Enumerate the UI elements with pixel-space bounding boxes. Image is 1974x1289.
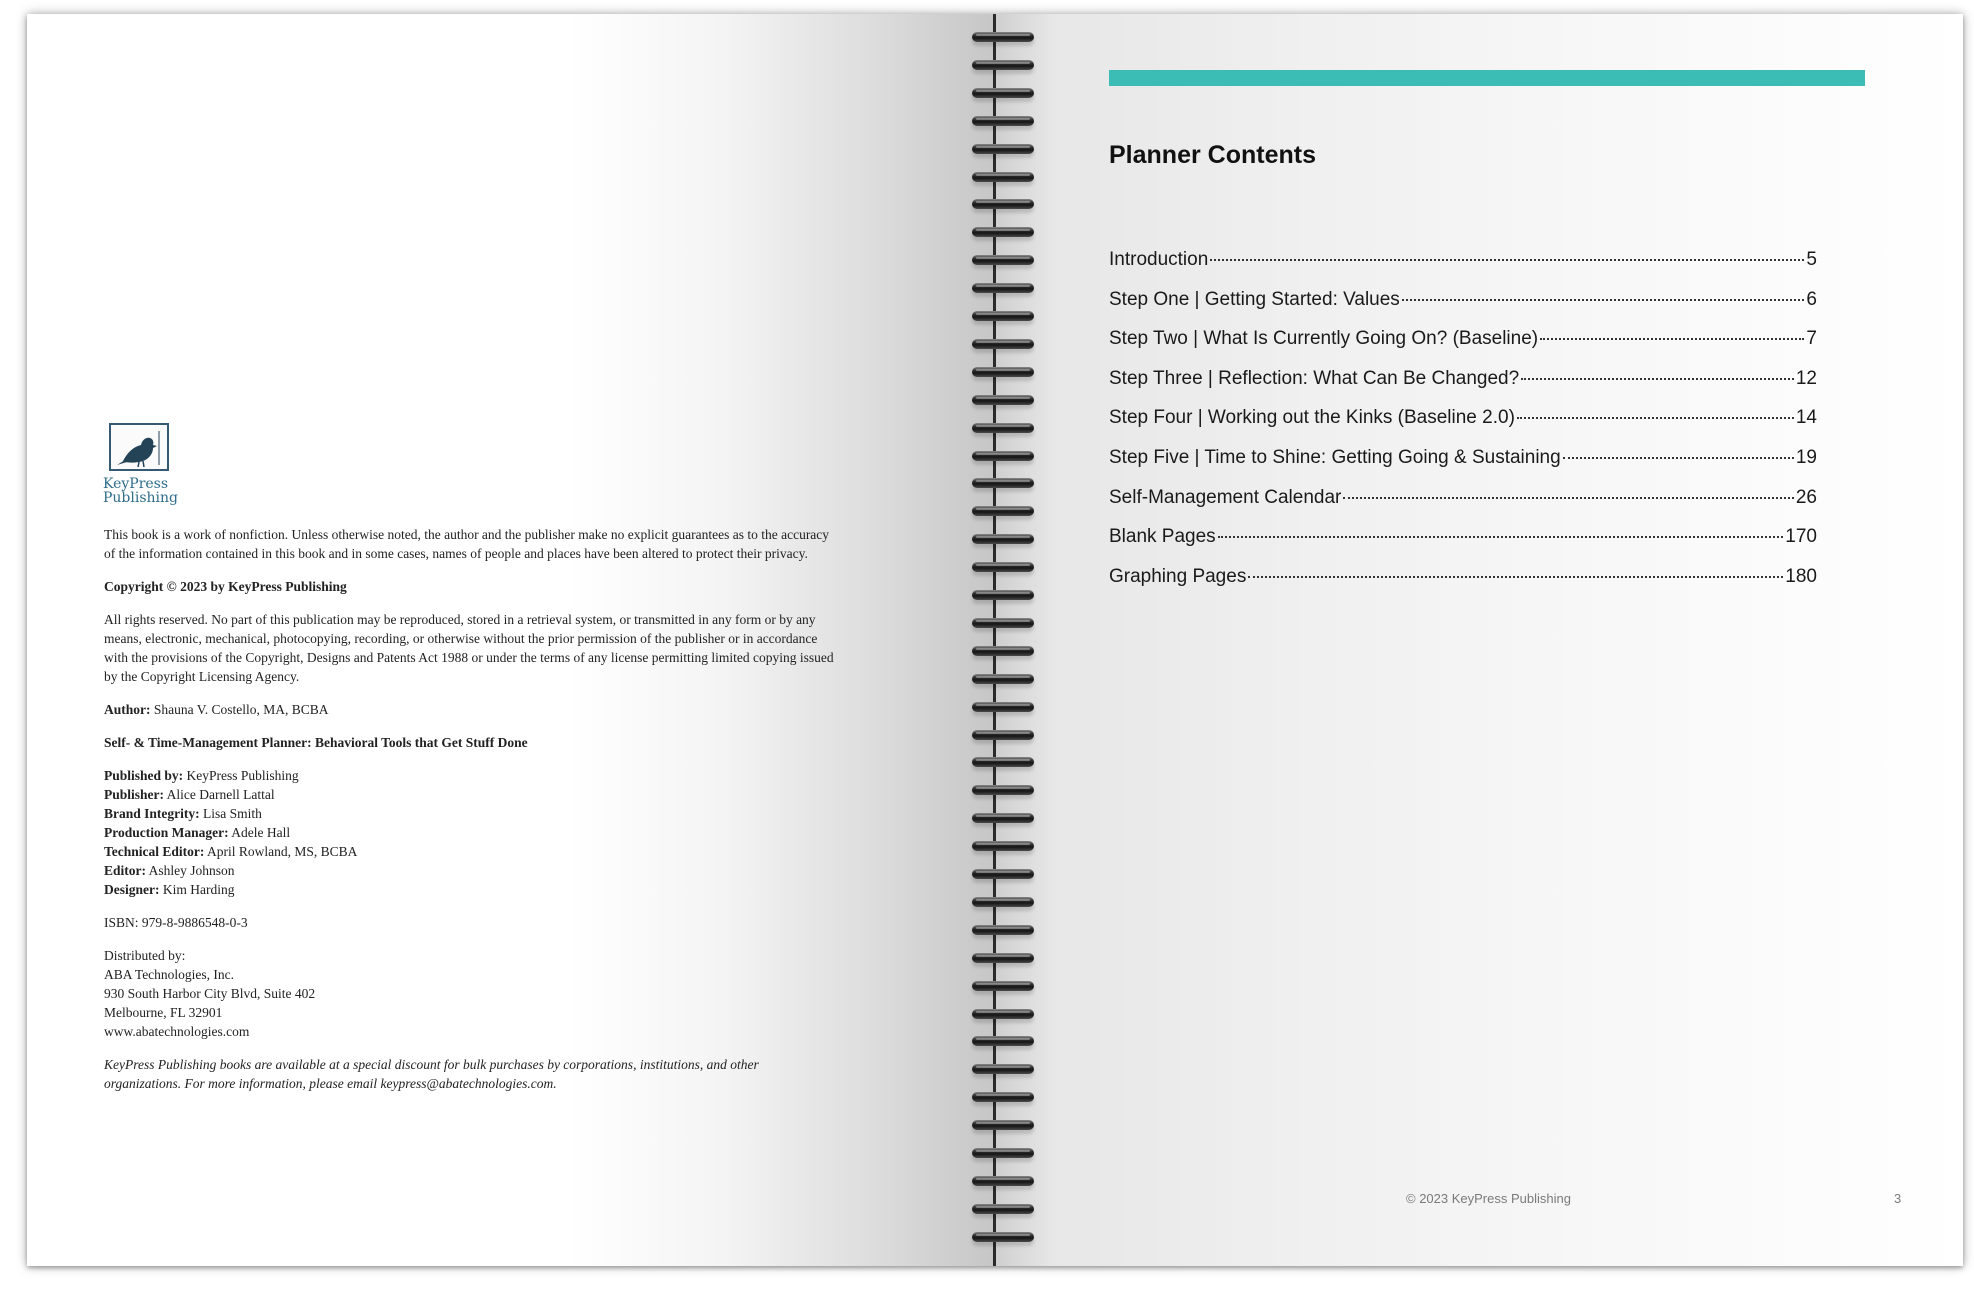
author-value: Shauna V. Costello, MA, BCBA — [153, 702, 329, 717]
distribution-line: Melbourne, FL 32901 — [104, 1005, 223, 1020]
toc-entry[interactable] — [1109, 289, 1817, 329]
toc-entry-page: 7 — [1806, 328, 1817, 350]
toc-entry-page: 5 — [1806, 249, 1817, 270]
dot-leader — [1343, 497, 1794, 499]
spiral-coil — [972, 172, 1034, 182]
toc-entry-page: 170 — [1785, 526, 1817, 548]
spiral-coil — [972, 674, 1034, 684]
spiral-coil — [972, 730, 1034, 740]
author-label: Author: — [104, 702, 151, 717]
spiral-coil — [972, 395, 1034, 405]
credit-label: Designer: — [104, 882, 160, 897]
credit-line — [104, 825, 290, 840]
spiral-coil — [972, 1148, 1034, 1158]
book-title: Self- & Time-Management Planner: Behavioral Tools that Get Stuff Done — [104, 735, 528, 750]
spiral-coil — [972, 367, 1034, 377]
spiral-coil — [972, 869, 1034, 879]
publisher-logo — [103, 423, 179, 506]
toc-entry-label: Step Five | Time to Shine: Getting Going & Sustaining — [1109, 446, 1561, 468]
toc-entry-label: Introduction — [1109, 249, 1209, 270]
spiral-coil — [972, 841, 1034, 851]
spiral-coil — [972, 618, 1034, 628]
toc-entry[interactable] — [1109, 249, 1817, 289]
spiral-coil — [972, 1176, 1034, 1186]
dot-leader — [1517, 417, 1794, 419]
spiral-coil — [972, 311, 1034, 321]
spiral-coil — [972, 1009, 1034, 1019]
dot-leader — [1210, 259, 1804, 261]
credit-line — [104, 863, 235, 878]
spiral-coil — [972, 339, 1034, 349]
spiral-coil — [972, 590, 1034, 600]
credit-label: Publisher: — [104, 787, 165, 802]
copyright-line: Copyright © 2023 by KeyPress Publishing — [104, 579, 347, 594]
spiral-coil — [972, 506, 1034, 516]
credit-value: Lisa Smith — [203, 806, 262, 821]
spiral-coil — [972, 255, 1034, 265]
rights-text: All rights reserved. No part of this publication may be reproduced, stored in a retrieval system, or transmitted in any form or by any means, electronic, mechanical, photocopying, recording, or otherwise without the prior permission of the publisher or in accordance with the provisions of the Copyright, Designs and Patents Act 1988 or under the terms of any license permitting limited copying issued by the Copyright Licensing Agency. — [104, 612, 834, 684]
spiral-coil — [972, 227, 1034, 237]
credit-value: Adele Hall — [231, 825, 291, 840]
toc-entry-label: Graphing Pages — [1109, 565, 1247, 587]
spiral-coil — [972, 1036, 1034, 1046]
spiral-coil — [972, 534, 1034, 544]
toc-entry-page: 14 — [1795, 407, 1817, 429]
pigeon-icon — [109, 423, 169, 471]
dot-leader — [1540, 338, 1804, 340]
credit-line — [104, 768, 299, 783]
right-page — [995, 14, 1963, 1266]
toc-entry[interactable] — [1109, 407, 1817, 447]
spiral-coil — [972, 785, 1034, 795]
credit-value: April Rowland, MS, BCBA — [207, 844, 358, 859]
toc-entry-label: Step Three | Reflection: What Can Be Changed? — [1109, 367, 1520, 389]
isbn-line: ISBN: 979-8-9886548-0-3 — [104, 915, 248, 930]
distribution-url: www.abatechnologies.com — [104, 1024, 250, 1039]
credit-value: Kim Harding — [162, 882, 235, 897]
spiral-coil — [972, 757, 1034, 767]
toc-entry-label: Step One | Getting Started: Values — [1109, 288, 1400, 310]
dot-leader — [1248, 576, 1783, 578]
credit-value: KeyPress Publishing — [186, 768, 299, 783]
spiral-coil — [972, 60, 1034, 70]
spiral-coil — [972, 1064, 1034, 1074]
credits-list — [104, 766, 834, 899]
spiral-coil — [972, 925, 1034, 935]
toc-entry[interactable] — [1109, 566, 1817, 606]
credit-line — [104, 882, 234, 897]
credit-label: Brand Integrity: — [104, 806, 200, 821]
spiral-coil — [972, 702, 1034, 712]
toc-entry-label: Blank Pages — [1109, 526, 1216, 548]
dot-leader — [1402, 299, 1805, 301]
spiral-coil — [972, 981, 1034, 991]
logo-line-1: KeyPress — [103, 476, 169, 492]
credit-label: Technical Editor: — [104, 844, 205, 859]
credit-line — [104, 806, 262, 821]
toc-entry-page: 26 — [1795, 486, 1817, 508]
toc-entry[interactable] — [1109, 328, 1817, 368]
spiral-coil — [972, 144, 1034, 154]
toc-entry-label: Step Four | Working out the Kinks (Baseline 2.0) — [1109, 407, 1515, 429]
credit-label: Production Manager: — [104, 825, 229, 840]
distribution-line: ABA Technologies, Inc. — [104, 967, 235, 982]
toc-entry-label: Self-Management Calendar — [1109, 486, 1342, 508]
credit-label: Published by: — [104, 768, 184, 783]
credit-line — [104, 787, 275, 802]
accent-bar — [1109, 70, 1865, 86]
disclaimer-text: This book is a work of nonfiction. Unless otherwise noted, the author and the publisher make no explicit guarantees as to the accuracy of the information contained in this book and in some cases, names of people and places have been altered to protect their privacy. — [104, 527, 830, 561]
credit-label: Editor: — [104, 863, 146, 878]
toc-entry[interactable] — [1109, 447, 1817, 487]
spiral-coil — [972, 88, 1034, 98]
spiral-coil — [972, 1204, 1034, 1214]
spiral-coil — [972, 283, 1034, 293]
spiral-coil — [972, 1120, 1034, 1130]
distribution-line: Distributed by: — [104, 948, 186, 963]
spiral-coil — [972, 953, 1034, 963]
toc-entry-page: 12 — [1795, 367, 1817, 389]
spiral-coil — [972, 646, 1034, 656]
left-page — [27, 14, 995, 1266]
spiral-coil — [972, 451, 1034, 461]
toc-entry-page: 19 — [1795, 446, 1817, 468]
dot-leader — [1563, 457, 1794, 459]
spiral-coil — [972, 116, 1034, 126]
spiral-coil — [972, 32, 1034, 42]
page-title: Planner Contents — [1109, 141, 1316, 169]
dot-leader — [1521, 378, 1794, 380]
spiral-coil — [972, 562, 1034, 572]
spiral-coil — [972, 813, 1034, 823]
table-of-contents — [1109, 249, 1817, 605]
spiral-binding — [962, 14, 1042, 1266]
book-spread — [27, 14, 1963, 1266]
toc-entry-page: 6 — [1806, 288, 1817, 310]
dot-leader — [1218, 536, 1784, 538]
credit-value: Alice Darnell Lattal — [166, 787, 275, 802]
toc-entry-page: 180 — [1785, 565, 1817, 587]
discount-note: KeyPress Publishing books are available at a special discount for bulk purchases by corporations, institutions, and other organizations. For more information, please email keypress@abatechnologies.com. — [104, 1057, 759, 1091]
spiral-coil — [972, 199, 1034, 209]
credit-line — [104, 844, 357, 859]
spiral-coil — [972, 1232, 1034, 1242]
toc-entry[interactable] — [1109, 487, 1817, 527]
logo-line-2: Publishing — [103, 490, 179, 506]
toc-entry[interactable] — [1109, 368, 1817, 408]
spiral-coil — [972, 478, 1034, 488]
distribution-line: 930 South Harbor City Blvd, Suite 402 — [104, 986, 316, 1001]
author-line — [104, 700, 834, 719]
page-footer: © 2023 KeyPress Publishing — [1406, 1191, 1571, 1206]
spiral-coil — [972, 897, 1034, 907]
page-number: 3 — [1894, 1191, 1902, 1206]
spiral-coil — [972, 423, 1034, 433]
credit-value: Ashley Johnson — [148, 863, 235, 878]
copyright-block — [104, 525, 834, 1107]
spiral-coil — [972, 1092, 1034, 1102]
logo-wordmark — [103, 476, 179, 506]
distribution-block — [104, 946, 834, 1041]
toc-entry[interactable] — [1109, 526, 1817, 566]
toc-entry-label: Step Two | What Is Currently Going On? (Baseline) — [1109, 328, 1539, 350]
